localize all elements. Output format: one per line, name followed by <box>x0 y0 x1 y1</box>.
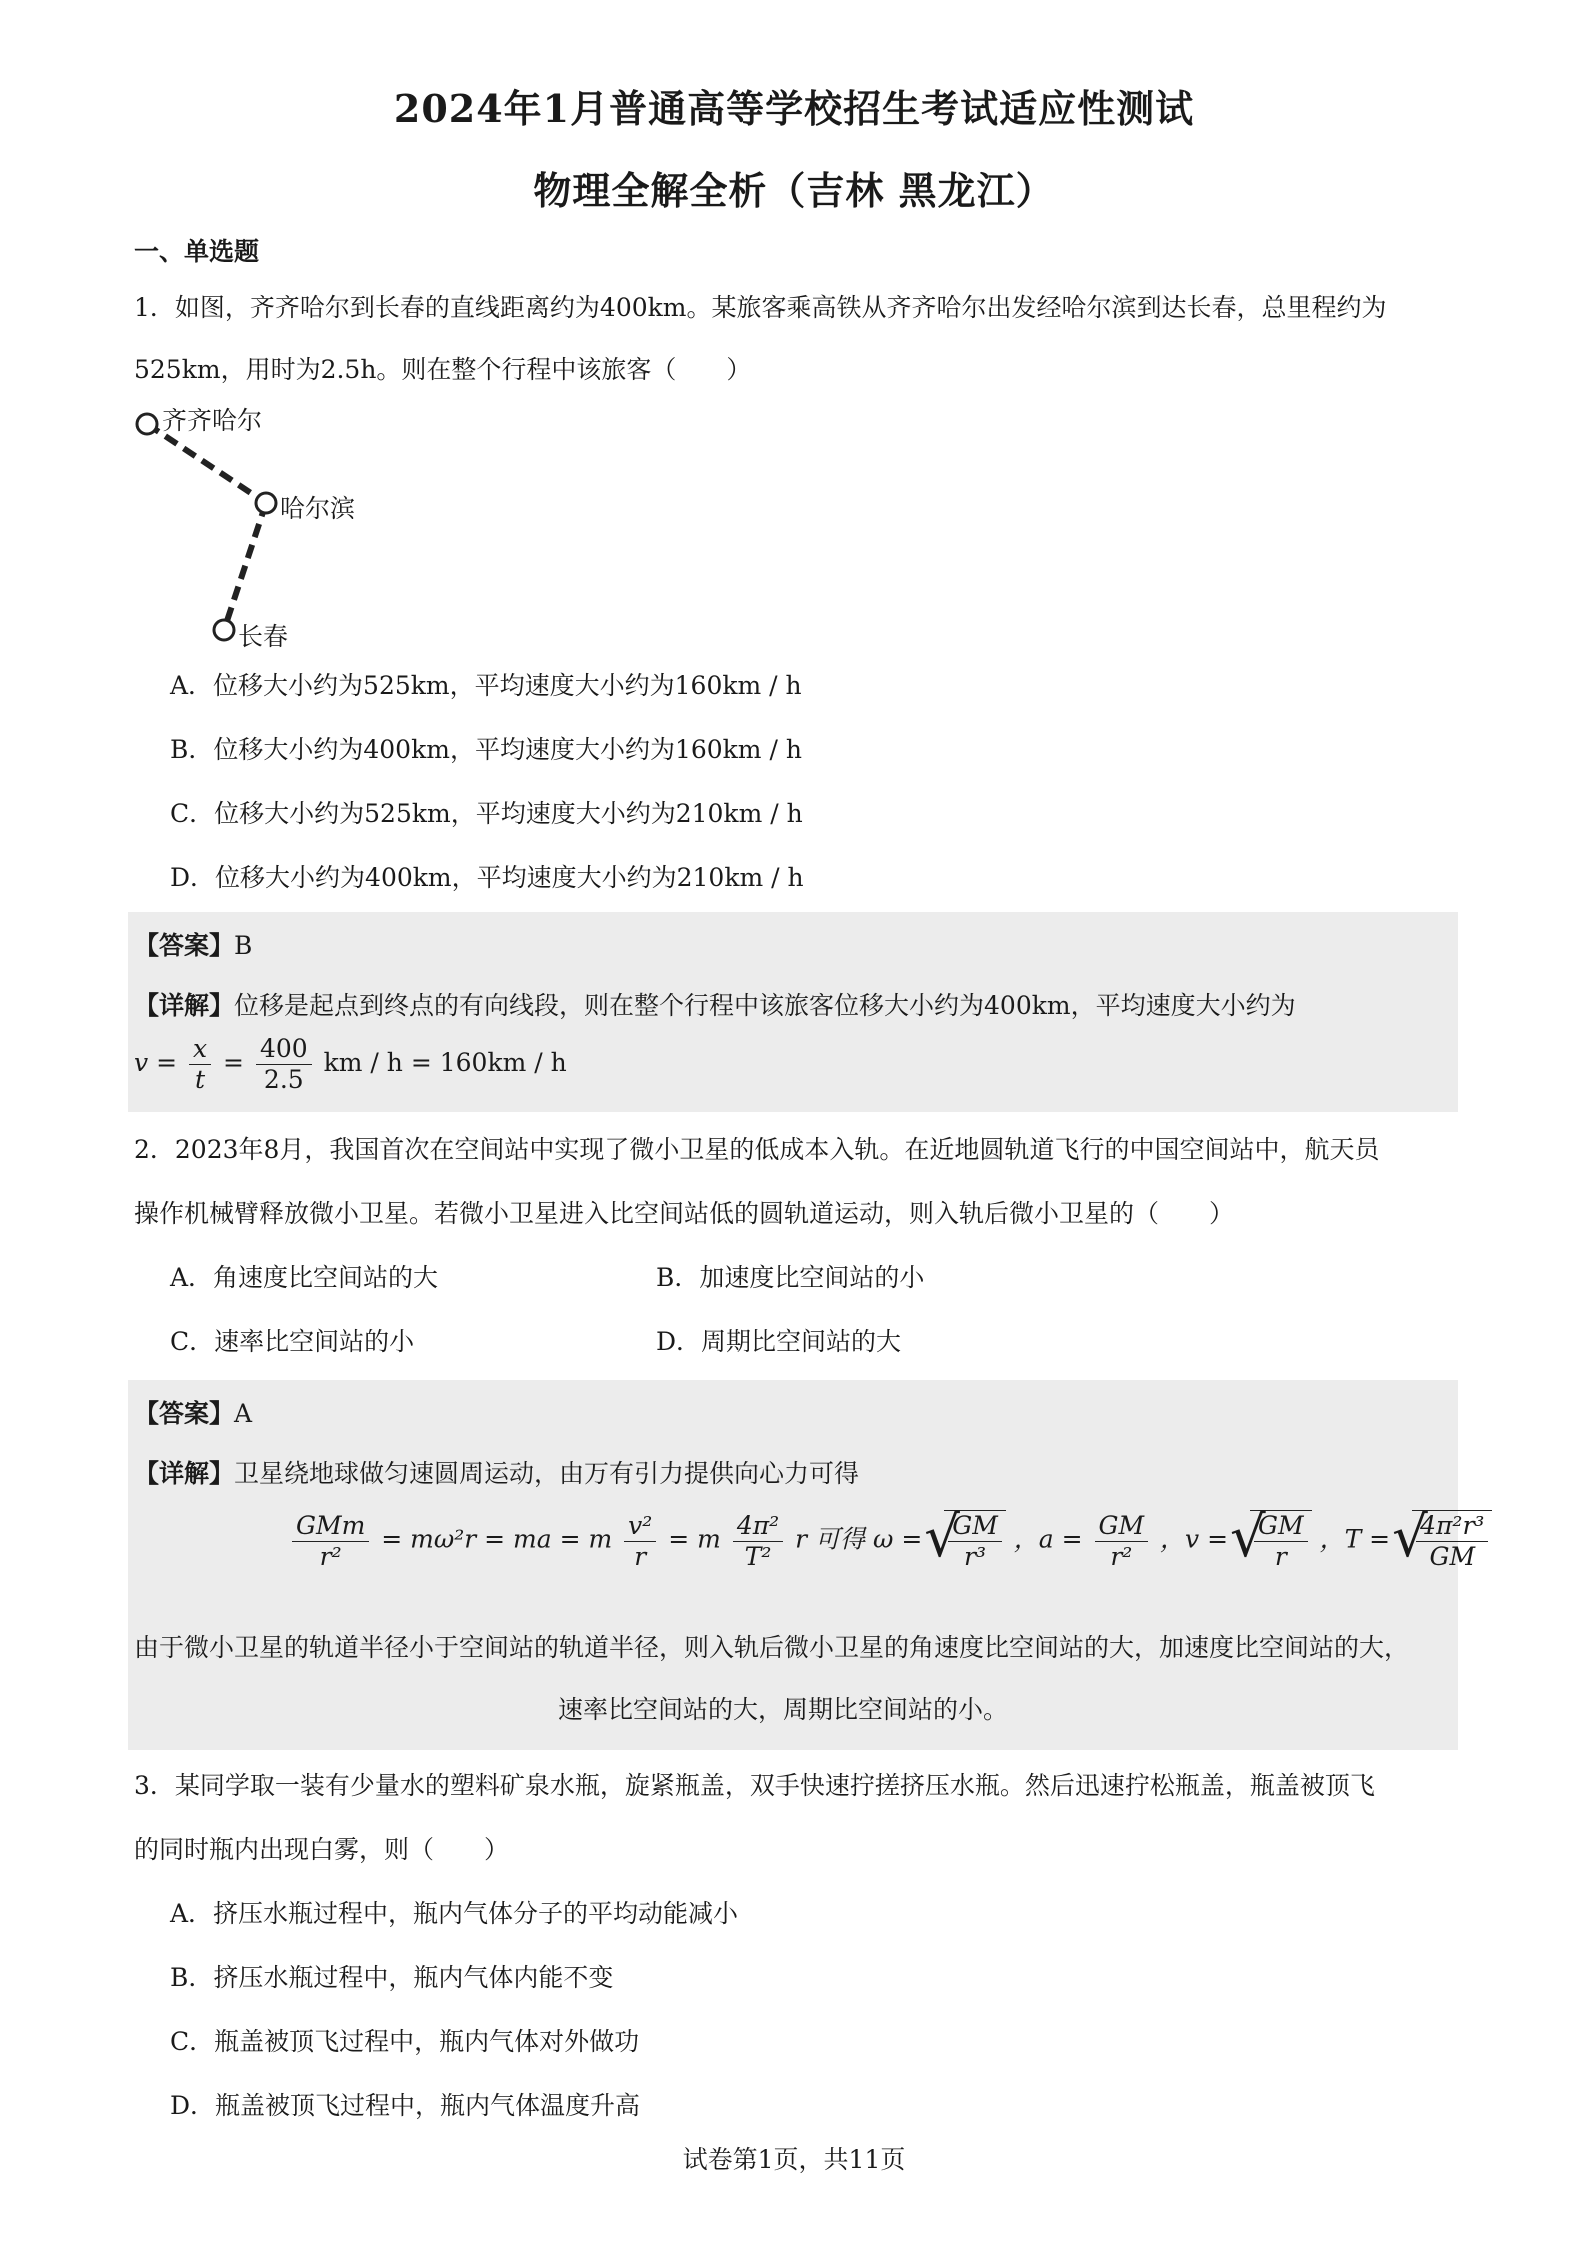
station-changchun-marker <box>214 620 234 640</box>
formula-equals: = <box>223 1048 244 1077</box>
detail-text: 卫星绕地球做匀速圆周运动，由万有引力提供向心力可得 <box>234 1459 860 1488</box>
q3-stem-line1: 3．某同学取一装有少量水的塑料矿泉水瓶，旋紧瓶盖，双手快速拧搓挤压水瓶。然后迅速拧松瓶盖，瓶盖被顶飞 <box>134 1771 1375 1800</box>
q2-answer <box>134 1394 252 1430</box>
q3-option-d: D．瓶盖被顶飞过程中，瓶内气体温度升高 <box>170 2091 641 2120</box>
q2-option-d: D．周期比空间站的大 <box>656 1327 902 1356</box>
fraction-v2-over-r: $\frac{\text{v²}}{r}$ <box>624 1511 656 1572</box>
formula-result: km / h = 160km / h <box>323 1048 567 1077</box>
map-label-harbin: 哈尔滨 <box>280 494 356 523</box>
q2-option-c: C．速率比空间站的小 <box>170 1327 415 1356</box>
q1-option-a: A．位移大小约为525km，平均速度大小约为160km / h <box>170 671 802 700</box>
q1-answer-box <box>128 912 1458 1112</box>
detail-tag: 【详解】 <box>134 991 235 1020</box>
q2-option-b: B．加速度比空间站的小 <box>656 1263 925 1292</box>
fraction-gm-over-r2: $\frac{GM}{\text{r²}}$ <box>1095 1511 1149 1572</box>
fraction-4pi2-over-t2: $\frac{\text{4π²}}{\text{T²}}$ <box>733 1511 783 1572</box>
detail-tag: 【详解】 <box>134 1459 235 1488</box>
section-heading: 一、单选题 <box>134 237 260 266</box>
q3-stem-line2: 的同时瓶内出现白雾，则（ ） <box>134 1835 510 1864</box>
q2-stem-line1: 2．2023年8月，我国首次在空间站中实现了微小卫星的低成本入轨。在近地圆轨道飞行的中国空间站中，航天员 <box>134 1135 1380 1164</box>
fraction-x-over-t: $\frac{x}{t}$ <box>189 1034 211 1095</box>
formula-lhs: v = <box>134 1048 178 1077</box>
q2-conclusion-line2: 速率比空间站的大，周期比空间站的小。 <box>558 1695 1009 1724</box>
station-qiqihar-marker <box>137 414 157 434</box>
sqrt-4pi2r3-over-gm: √ $\frac{\text{4π²r³}}{GM}$ <box>1398 1510 1492 1572</box>
q2-conclusion-line1: 由于微小卫星的轨道半径小于空间站的轨道半径，则入轨后微小卫星的角速度比空间站的大，加速度比空间站的大， <box>134 1633 1410 1662</box>
q1-velocity-formula <box>134 1034 567 1095</box>
sqrt-gm-over-r: √ $\frac{GM}{r}$ <box>1236 1510 1312 1572</box>
page-footer: 试卷第1页，共11页 <box>682 2145 906 2174</box>
q1-detail <box>134 986 1296 1022</box>
sqrt-gm-over-r3: √ $\frac{GM}{\text{r³}}$ <box>930 1510 1006 1572</box>
q2-answer-box <box>128 1380 1485 1750</box>
answer-value: A <box>234 1399 253 1428</box>
answer-value: B <box>234 931 253 960</box>
q1-option-d: D．位移大小约为400km，平均速度大小约为210km / h <box>170 863 804 892</box>
fraction-400-over-2-5: $\frac{400}{2.5}$ <box>256 1034 312 1095</box>
exam-subtitle: 物理全解全析（吉林 黑龙江） <box>533 168 1055 213</box>
q1-option-c: C．位移大小约为525km，平均速度大小约为210km / h <box>170 799 803 828</box>
answer-tag: 【答案】 <box>134 1399 235 1428</box>
q2-detail <box>134 1454 859 1490</box>
q1-option-b: B．位移大小约为400km，平均速度大小约为160km / h <box>170 735 802 764</box>
q1-stem-line1: 1．如图，齐齐哈尔到长春的直线距离约为400km。某旅客乘高铁从齐齐哈尔出发经哈尔滨到达长春，总里程约为 <box>134 293 1387 322</box>
q1-stem-line2: 525km，用时为2.5h。则在整个行程中该旅客（ ） <box>134 355 752 384</box>
q3-option-b: B．挤压水瓶过程中，瓶内气体内能不变 <box>170 1963 614 1992</box>
q3-option-c: C．瓶盖被顶飞过程中，瓶内气体对外做功 <box>170 2027 640 2056</box>
fraction-gmm-over-r2: $\frac{\text{GMm}}{\text{r²}}$ <box>292 1511 369 1572</box>
q2-option-a: A．角速度比空间站的大 <box>170 1263 439 1292</box>
q1-rail-map <box>126 396 406 656</box>
q2-stem-line2: 操作机械臂释放微小卫星。若微小卫星进入比空间站低的圆轨道运动，则入轨后微小卫星的（ ） <box>134 1199 1235 1228</box>
q1-answer <box>134 926 252 962</box>
station-harbin-marker <box>256 493 276 513</box>
map-label-qiqihar: 齐齐哈尔 <box>162 406 263 435</box>
q2-gravitation-formula: $\frac{\text{GMm}}{\text{r²}}$ = mω²r = ma = m $\frac{\text{v²}}{r}$ = m $\frac{\text{4π²}}{\text{T²}}$ r 可得 ω = √ $\frac{GM}{\text{r³}}$ ，a = $\frac{GM}{\text{r²}}$ ，v = √ $\frac{GM}{r}$ ，T = √ $\frac{\text{4π²r³}}{GM}$ <box>288 1510 1492 1572</box>
exam-title: 2024年1月普通高等学校招生考试适应性测试 <box>393 86 1195 131</box>
map-label-changchun: 长春 <box>238 622 289 651</box>
answer-tag: 【答案】 <box>134 931 235 960</box>
detail-text: 位移是起点到终点的有向线段，则在整个行程中该旅客位移大小约为400km，平均速度大小约为 <box>234 991 1296 1020</box>
q3-option-a: A．挤压水瓶过程中，瓶内气体分子的平均动能减小 <box>170 1899 739 1928</box>
